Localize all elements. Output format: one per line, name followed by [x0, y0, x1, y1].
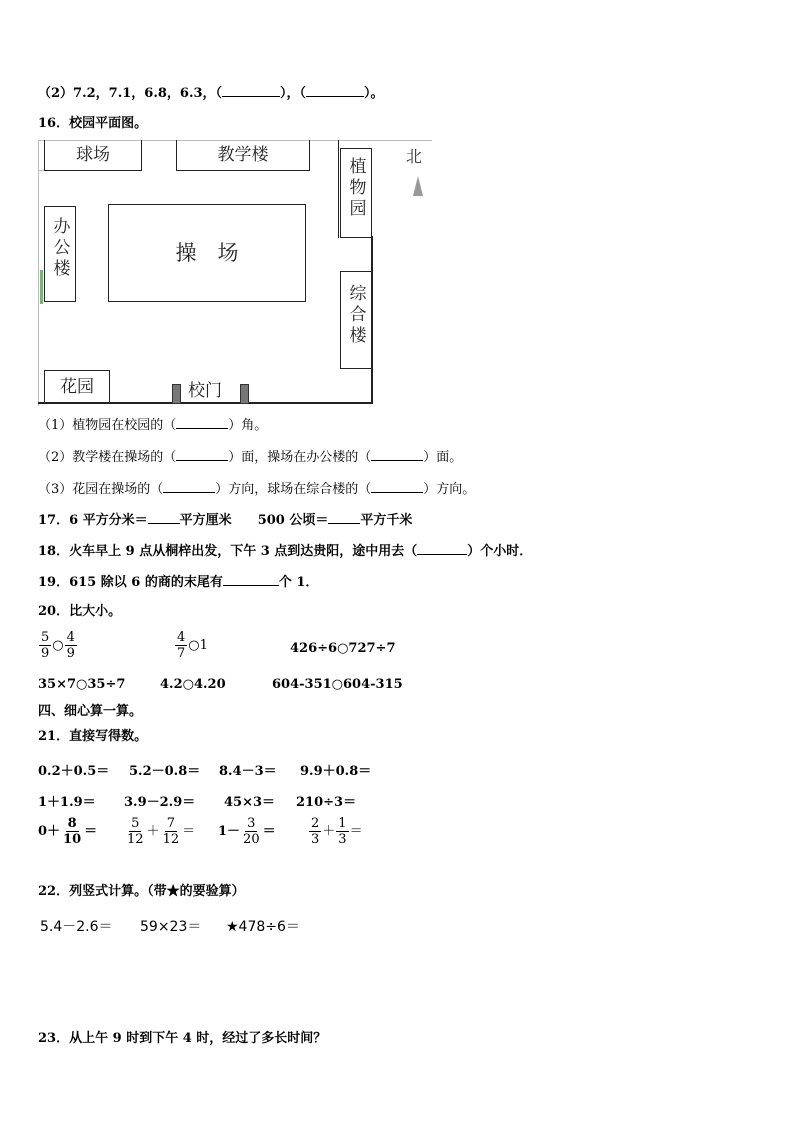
numerator: 1	[338, 816, 347, 831]
q16-sub3-mid: ）方向，球场在综合楼的（	[215, 482, 372, 497]
map-inner-wall	[338, 140, 339, 238]
playground-box	[108, 204, 306, 302]
answer-blank[interactable]	[306, 84, 364, 97]
north-arrow-icon	[413, 176, 423, 196]
q22-item: 5.4－2.6＝	[40, 919, 113, 935]
fraction	[61, 816, 83, 847]
q17	[38, 511, 412, 529]
fraction	[175, 630, 187, 661]
q21-item: 9.9＋0.8＝	[300, 764, 372, 779]
q21-item: 1＋1.9＝	[38, 795, 96, 810]
answer-blank[interactable]	[371, 448, 423, 461]
denominator: 7	[177, 646, 186, 661]
gate-post-right	[240, 384, 249, 404]
fraction	[161, 816, 182, 847]
section4-heading: 四、细心算一算。	[38, 704, 143, 719]
q17-text-b: 平方厘米	[179, 513, 232, 528]
q20-compare-5: 4.2○4.20	[160, 677, 226, 692]
denominator: 3	[338, 832, 347, 847]
playground-label: 操 场	[175, 241, 239, 265]
numerator: 2	[311, 816, 320, 831]
denominator: 3	[311, 832, 320, 847]
office-building-label: 办公楼	[49, 217, 70, 280]
q20-compare-6: 604-351○604-315	[272, 677, 403, 692]
campus-map	[38, 140, 432, 406]
q21-item: 210÷3＝	[296, 795, 357, 810]
compare-circle[interactable]: ○1	[188, 638, 208, 653]
green-marker	[40, 270, 43, 304]
q16-sub2	[38, 448, 462, 466]
q21-title: 21．直接写得数。	[38, 729, 148, 744]
denominator: 9	[66, 646, 75, 661]
expr-text: ＋	[146, 824, 160, 839]
q20-compare-1	[38, 630, 78, 661]
q18	[38, 542, 532, 560]
answer-blank[interactable]	[176, 416, 228, 429]
q20-compare-2	[174, 630, 208, 661]
denominator: 12	[162, 832, 180, 847]
answer-blank[interactable]	[222, 84, 280, 97]
complex-building-label: 综合楼	[345, 284, 366, 347]
expr-text: ＝	[349, 824, 363, 839]
gate-label: 校门	[188, 381, 222, 401]
q22-title: 22．列竖式计算。（带★的要验算）	[38, 884, 245, 899]
denominator: 20	[243, 832, 260, 847]
q17-text-a: 17．6 平方分米＝	[38, 513, 148, 528]
map-left-line	[38, 140, 39, 406]
q20-title: 20．比大小。	[38, 604, 122, 619]
numerator: 4	[66, 630, 75, 645]
q15-text: （2）7.2，7.1，6.8，6.3，（	[38, 86, 223, 101]
q23-title: 23．从上午 9 时到下午 4 时，经过了多长时间？	[38, 1031, 327, 1046]
expr-text: ＝	[262, 824, 276, 839]
answer-blank[interactable]	[176, 448, 228, 461]
q16-sub1-text: （1）植物园在校园的（	[38, 418, 177, 433]
answer-blank[interactable]	[417, 542, 467, 555]
teaching-building-label: 教学楼	[217, 145, 269, 165]
q21-item: 3.9－2.9＝	[124, 795, 196, 810]
q21-item: 0.2＋0.5＝	[38, 764, 110, 779]
q20-compare-3: 426÷6○727÷7	[290, 641, 396, 656]
fraction	[241, 816, 262, 847]
q16-sub2-end: ）面。	[423, 450, 463, 465]
fraction	[336, 816, 348, 847]
q17-text-c: 500 公顷＝	[257, 513, 329, 528]
gate-post-left	[172, 384, 181, 404]
q21-item: 8.4－3＝	[219, 764, 277, 779]
answer-blank[interactable]	[223, 573, 279, 586]
q16-sub2-text: （2）教学楼在操场的（	[38, 450, 177, 465]
botanical-garden-box	[340, 148, 372, 238]
q16-title: 16．校园平面图。	[38, 116, 148, 131]
complex-building-box	[340, 271, 372, 369]
numerator: 8	[67, 816, 77, 831]
numerator: 7	[166, 816, 175, 831]
q21-item: 5.2－0.8＝	[129, 764, 201, 779]
answer-blank[interactable]	[148, 511, 180, 524]
q18-text: 18．火车早上 9 点从桐梓出发，下午 3 点到达贵阳，途中用去（	[38, 544, 418, 559]
q22-item: ★478÷6＝	[226, 919, 300, 935]
q21-fraction-item	[124, 816, 195, 847]
q15-part2	[38, 84, 384, 102]
expr-text: ＝	[182, 824, 196, 839]
fraction	[39, 630, 51, 661]
fraction	[309, 816, 321, 847]
botanical-garden-label: 植物园	[345, 157, 366, 220]
q21-fraction-item	[218, 816, 276, 847]
denominator: 9	[41, 646, 50, 661]
q16-sub3	[38, 480, 475, 498]
office-building-box	[44, 206, 76, 302]
answer-blank[interactable]	[371, 480, 423, 493]
answer-blank[interactable]	[328, 511, 360, 524]
q16-sub1	[38, 416, 267, 434]
q21-item: 45×3＝	[224, 795, 276, 810]
q18-text-end: ）个小时．	[467, 544, 533, 559]
q21-fraction-item	[38, 816, 97, 847]
q20-compare-4: 35×7○35÷7	[38, 677, 126, 692]
q16-sub3-end: ）方向。	[423, 482, 476, 497]
expr-text: 0＋	[38, 824, 61, 839]
expr-text: ＝	[84, 824, 98, 839]
fraction	[125, 816, 146, 847]
answer-blank[interactable]	[163, 480, 215, 493]
numerator: 5	[131, 816, 140, 831]
denominator: 12	[127, 832, 144, 847]
denominator: 10	[63, 832, 82, 847]
compare-circle[interactable]: ○	[52, 638, 64, 653]
fraction	[65, 630, 77, 661]
garden-box	[44, 370, 110, 403]
expr-text: 1－	[218, 824, 241, 839]
q16-sub3-text: （3）花园在操场的（	[38, 482, 164, 497]
q19-text: 19．615 除以 6 的商的末尾有	[38, 575, 223, 590]
numerator: 3	[247, 816, 256, 831]
expr-text: ＋	[322, 824, 336, 839]
ballcourt-box	[44, 140, 142, 171]
q17-text-d: 平方千米	[360, 513, 413, 528]
q21-fraction-item	[308, 816, 363, 847]
q19-text-end: 个 1．	[278, 575, 319, 590]
ballcourt-label: 球场	[76, 145, 110, 165]
q22-item: 59×23＝	[140, 919, 202, 935]
q16-sub1-end: ）角。	[228, 418, 268, 433]
numerator: 4	[177, 630, 186, 645]
q19	[38, 573, 318, 591]
north-label: 北	[406, 147, 423, 166]
teaching-building-box	[176, 140, 310, 171]
garden-label: 花园	[60, 377, 94, 397]
q15-text-end: ）。	[364, 86, 384, 101]
q16-sub2-mid: ）面，操场在办公楼的（	[228, 450, 372, 465]
numerator: 5	[41, 630, 50, 645]
q15-text-mid: ），（	[280, 86, 307, 101]
